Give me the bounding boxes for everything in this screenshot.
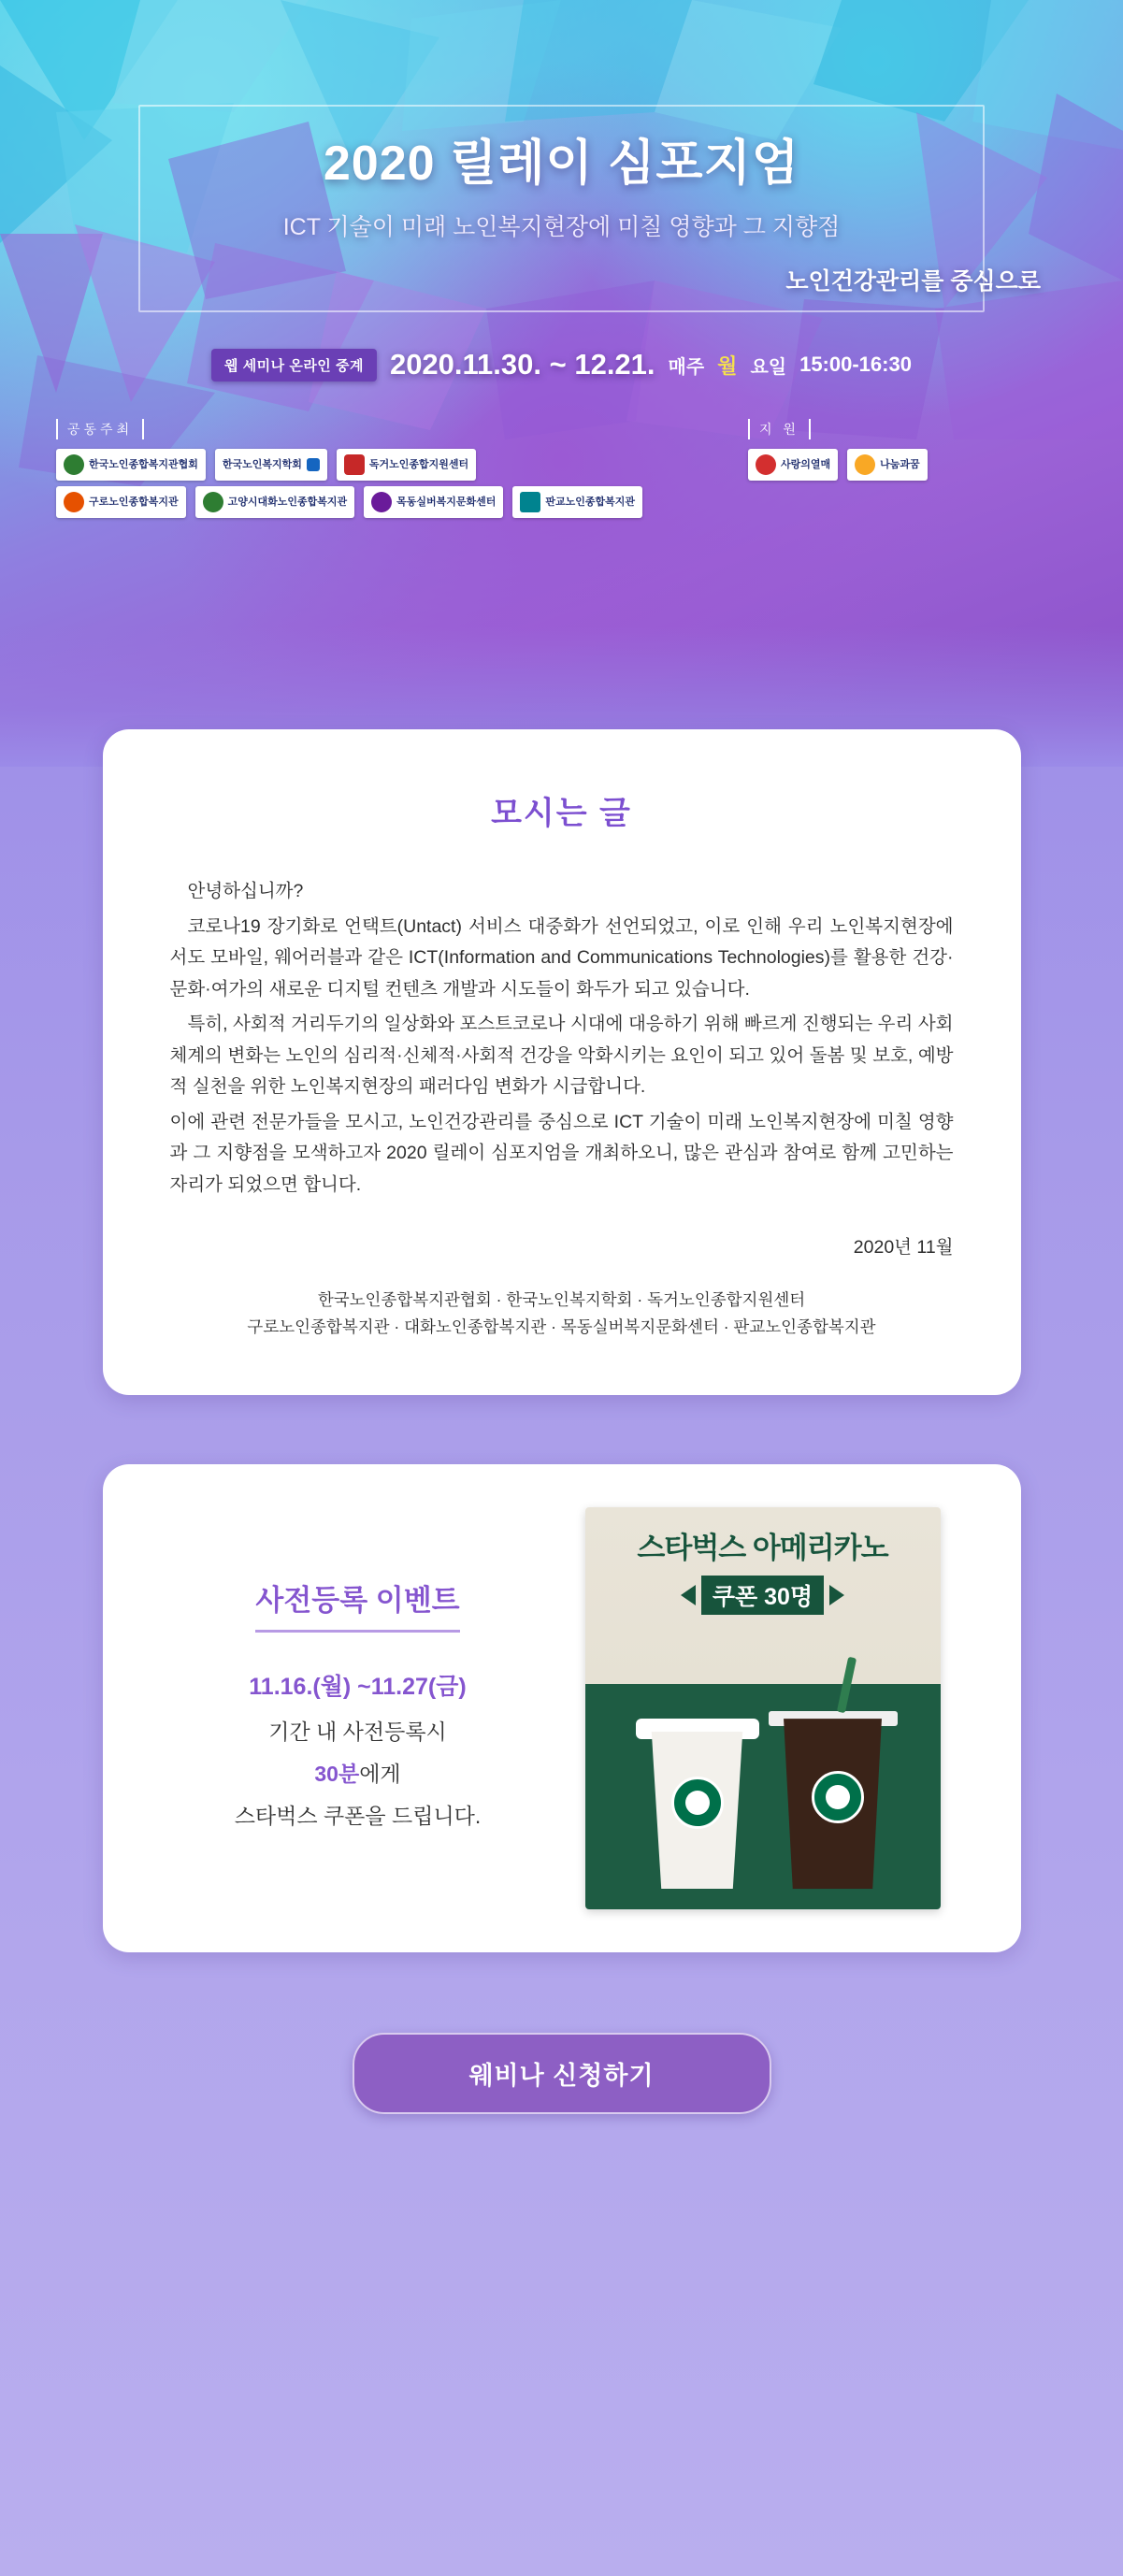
- greeting-sign-date: 2020년 11월: [853, 1237, 954, 1259]
- webinar-apply-button[interactable]: 웨비나 신청하기: [353, 2033, 771, 2114]
- coffee-cups-illustration: [585, 1655, 941, 1909]
- support-group: [748, 419, 1066, 481]
- online-broadcast-badge: 웹 세미나 온라인 중계: [211, 349, 377, 381]
- ribbon-right-icon: [829, 1585, 844, 1605]
- nanum-dream-icon: [855, 454, 875, 475]
- logo-item: [215, 449, 327, 481]
- logo-item: [748, 449, 838, 481]
- logo-item: [364, 486, 503, 518]
- event-weekday: 월: [717, 353, 738, 378]
- logo-label: 한국노인종합복지관협회: [89, 458, 198, 470]
- event-condition-line: 기간 내 사전등록시: [268, 1719, 447, 1744]
- logo-label: 목동실버복지문화센터: [396, 496, 497, 508]
- cohost-logo-row-2: [56, 486, 748, 518]
- org-emblem-icon: [344, 454, 365, 475]
- hero-title: 2020 릴레이 심포지엄: [323, 137, 800, 191]
- logo-label: 구로노인종합복지관: [89, 496, 179, 508]
- logo-label: 고양시대화노인종합복지관: [227, 496, 348, 508]
- ribbon-left-icon: [681, 1585, 696, 1605]
- greeting-sign-organizations: [170, 1287, 954, 1341]
- hero-title-block: [0, 123, 1123, 296]
- event-reward-line: 스타벅스 쿠폰을 드립니다.: [234, 1803, 482, 1828]
- pre-registration-event-card: [103, 1464, 1021, 1952]
- event-winners-line: [157, 1757, 559, 1788]
- coupon-title: 스타벅스 아메리카노: [637, 1532, 888, 1565]
- logo-label: 독거노인종합지원센터: [368, 458, 469, 470]
- greeting-paragraph: 안녕하십니까?: [187, 881, 304, 901]
- event-frequency: 매주: [668, 356, 705, 378]
- cohost-logo-row: [56, 449, 748, 481]
- greeting-paragraph: 특히, 사회적 거리두기의 일상화와 포스트코로나 시대에 대응하기 위해 빠르게 진행되는 우리 사회체계의 변화는 노인의 심리적·신체적·사회적 건강을 악화시키는 요인이 되고 있어 돌봄 및 보호, 예방적 실천을 위한 노인복지현장의 패러다임 변화가 시급합니다.: [169, 1014, 954, 1098]
- event-date-range: 2020.11.30. ~ 12.21.: [389, 348, 655, 381]
- support-logo-row: [748, 449, 1066, 481]
- support-label: 지 원: [748, 419, 811, 439]
- org-emblem-icon: [203, 492, 223, 512]
- cohost-label: 공동주최: [56, 419, 144, 439]
- event-weekday-suffix: 요일: [750, 356, 787, 378]
- logo-label: 판교노인종합복지관: [545, 496, 636, 508]
- logo-label: 한국노인복지학회: [222, 458, 302, 470]
- coupon-subtitle-ribbon: [595, 1576, 931, 1615]
- starbucks-siren-logo-icon: [812, 1771, 864, 1823]
- logo-item: [56, 486, 186, 518]
- logo-item: [56, 449, 206, 481]
- event-winners-count: 30분: [314, 1761, 360, 1786]
- cohost-group: [56, 419, 748, 518]
- coupon-header: [585, 1507, 941, 1615]
- greeting-card: [103, 729, 1021, 1395]
- hero-subtitle: ICT 기술이 미래 노인복지현장에 미칠 영향과 그 지향점: [282, 214, 841, 240]
- logo-label: 사랑의열매: [781, 458, 831, 470]
- starbucks-coupon-image: [585, 1507, 941, 1909]
- logo-label: 나눔과꿈: [880, 458, 920, 470]
- greeting-paragraph: 코로나19 장기화로 언택트(Untact) 서비스 대중화가 선언되었고, 이로 인해 우리 노인복지현장에서도 모바일, 웨어러블과 같은 ICT(Information and Communications Technologies)를 활용한 건강·문화·여가의 새로운 디지털 컨텐츠 개발과 시도들이 화두가 되고 있습니다.: [169, 915, 954, 1000]
- logo-item: [337, 449, 476, 481]
- greeting-title: 모시는 글: [491, 796, 632, 831]
- straw-icon: [836, 1657, 856, 1714]
- logo-item: [195, 486, 355, 518]
- org-emblem-icon: [64, 492, 84, 512]
- hero-schedule: [0, 348, 1123, 381]
- coupon-subtitle: 쿠폰 30명: [701, 1576, 824, 1615]
- event-winners-suffix: 에게: [359, 1761, 401, 1786]
- org-emblem-icon: [520, 492, 540, 512]
- logo-item: [847, 449, 928, 481]
- event-time: 15:00-16:30: [799, 353, 912, 376]
- org-emblem-icon: [307, 458, 320, 471]
- event-text-block: [157, 1576, 559, 1841]
- org-emblem-icon: [371, 492, 392, 512]
- cta-section: [0, 2033, 1123, 2204]
- greeting-body: [170, 876, 954, 1201]
- event-period: 11.16.(월) ~11.27(금): [249, 1673, 467, 1700]
- hero-banner: [0, 0, 1123, 767]
- greeting-orgs-line-2: 구로노인종합복지관 · 대화노인종합복지관 · 목동실버복지문화센터 · 판교노인종합복지관: [247, 1317, 876, 1337]
- hero-subtitle-secondary: 노인건강관리를 중심으로: [785, 268, 1041, 295]
- heart-fruit-icon: [756, 454, 776, 475]
- starbucks-siren-logo-icon: [671, 1777, 724, 1829]
- event-title: 사전등록 이벤트: [255, 1576, 459, 1633]
- greeting-paragraph: 이에 관련 전문가들을 모시고, 노인건강관리를 중심으로 ICT 기술이 미래 노인복지현장에 미칠 영향과 그 지향점을 모색하고자 2020 릴레이 심포지엄을 개최하오니, 많은 관심과 참여로 함께 고민하는 자리가 되었으면 합니다.: [169, 1111, 954, 1195]
- greeting-orgs-line-1: 한국노인종합복지관협회 · 한국노인복지학회 · 독거노인종합지원센터: [317, 1290, 806, 1310]
- org-emblem-icon: [64, 454, 84, 475]
- logo-item: [512, 486, 642, 518]
- sponsor-strip: [0, 419, 1123, 518]
